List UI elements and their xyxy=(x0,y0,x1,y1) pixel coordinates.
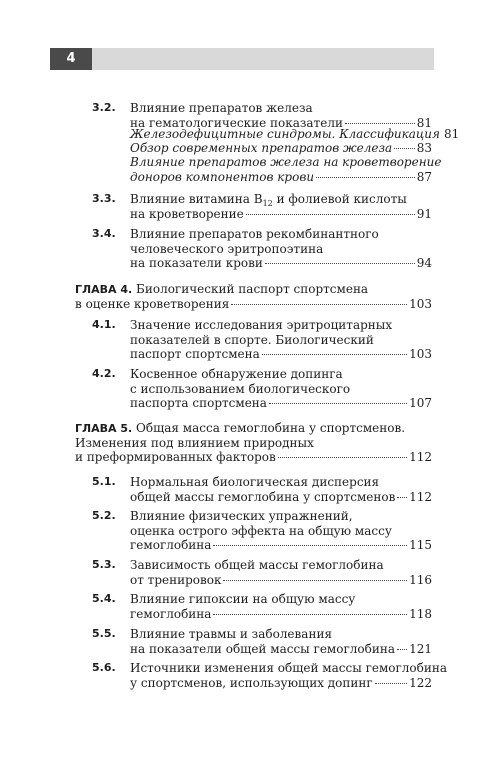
leader-dots xyxy=(394,147,415,149)
page-ref: 87 xyxy=(416,169,432,184)
entry-line: Косвенное обнаружение допинга xyxy=(130,367,343,381)
entry-line: оценка острого эффекта на общую массу xyxy=(130,523,392,538)
entry-number: 5.2. xyxy=(92,509,116,522)
toc-entry-last-line xyxy=(75,296,432,312)
page-ref: 81 xyxy=(443,127,460,141)
entry-title-text: Общая масса гемоглобина у спортсменов. xyxy=(136,421,406,435)
page-ref: 118 xyxy=(409,606,432,621)
entry-title-text: на кроветворение xyxy=(130,206,244,221)
toc-entry-last-line xyxy=(130,395,432,411)
toc-entry-last-line xyxy=(130,489,432,505)
entry-line: Влияние препаратов рекомбинантного xyxy=(130,227,379,241)
page-ref: 121 xyxy=(409,641,432,656)
toc-entry-last-line xyxy=(130,537,432,553)
leader-dots xyxy=(269,402,407,404)
page-ref: 107 xyxy=(409,396,432,410)
entry-title-text: от тренировок xyxy=(130,572,222,587)
entry-number: 4.1. xyxy=(92,318,116,331)
toc-entry-last-line xyxy=(130,255,432,271)
page-ref: 103 xyxy=(409,296,432,311)
toc-entry-last-line xyxy=(130,206,432,222)
chapter-label: ГЛАВА 4. xyxy=(75,283,133,296)
entry-line: Изменения под влиянием природных xyxy=(75,435,314,450)
entry-line: с использованием биологического xyxy=(130,381,351,396)
entry-title-text: паспорт спортсмена xyxy=(130,347,260,361)
leader-dots xyxy=(345,122,415,124)
subscript: 12 xyxy=(262,199,273,208)
leader-dots xyxy=(231,303,407,305)
page-ref: 81 xyxy=(416,115,432,130)
page-ref: 112 xyxy=(409,489,432,504)
toc-entry-last-line xyxy=(130,606,432,622)
leader-dots xyxy=(316,176,415,178)
entry-number: 5.4. xyxy=(92,592,116,605)
entry-title-text: в оценке кроветворения xyxy=(75,296,230,311)
entry-line: Влияние физических упражнений, xyxy=(130,509,353,523)
page-ref: 83 xyxy=(416,141,432,155)
leader-dots xyxy=(278,456,407,458)
entry-line: Значение исследования эритроцитарных xyxy=(130,318,393,332)
leader-dots xyxy=(375,682,407,684)
entry-line: Влияние гипоксии на общую массу xyxy=(130,592,356,606)
entry-line: Влияние травмы и заболевания xyxy=(130,627,333,641)
page-ref: 115 xyxy=(409,538,432,552)
leader-dots xyxy=(397,496,407,498)
entry-line: Нормальная биологическая дисперсия xyxy=(130,475,380,489)
page-ref: 91 xyxy=(416,206,432,221)
leader-dots xyxy=(246,213,415,215)
entry-number: 5.6. xyxy=(92,661,116,674)
page-ref: 116 xyxy=(409,572,432,587)
chapter-label: ГЛАВА 5. xyxy=(75,422,133,435)
entry-line: показателей в спорте. Биологический xyxy=(130,332,374,347)
entry-title-text: на показатели крови xyxy=(130,256,263,270)
entry-line: Влияние препаратов железа на кроветворение xyxy=(130,155,442,169)
entry-title-text: Биологический паспорт спортсмена xyxy=(136,282,369,296)
entry-number: 3.2. xyxy=(92,101,116,114)
entry-line: человеческого эритропоэтина xyxy=(130,241,324,256)
page-number: 4 xyxy=(50,48,92,70)
leader-dots xyxy=(213,613,407,615)
entry-title-text: Железодефицитные синдромы. Классификация xyxy=(130,127,440,141)
toc-entry-last-line xyxy=(130,169,432,185)
page-ref: 103 xyxy=(409,347,432,361)
entry-line: Влияние препаратов железа xyxy=(130,101,313,115)
entry-title-text: гемоглобина xyxy=(130,538,212,552)
entry-line: Источники изменения общей массы гемоглобина xyxy=(130,661,448,675)
entry-title-text: на показатели общей массы гемоглобина xyxy=(130,641,395,656)
entry-line: Влияние витамина $B_{12}$ и фолиевой кислоты xyxy=(130,192,407,208)
page-ref: 122 xyxy=(409,675,432,690)
toc-entry-last-line xyxy=(130,572,432,588)
leader-dots xyxy=(223,579,407,581)
entry-title-text: у спортсменов, использующих допинг xyxy=(130,675,373,690)
entry-title-text: Обзор современных препаратов железа xyxy=(130,141,393,155)
leader-dots xyxy=(397,648,407,650)
toc-entry-last-line xyxy=(130,641,432,657)
entry-number: 5.3. xyxy=(92,558,116,571)
entry-title-text: и преформированных факторов xyxy=(75,450,276,464)
entry-number: 5.1. xyxy=(92,475,116,488)
entry-title-text: гемоглобина xyxy=(130,606,212,621)
toc-entry-last-line xyxy=(130,675,432,691)
entry-title-text: доноров компонентов крови xyxy=(130,169,315,184)
entry-line: Зависимость общей массы гемоглобина xyxy=(130,558,384,572)
entry-number: 3.4. xyxy=(92,227,116,240)
leader-dots xyxy=(265,262,415,264)
entry-number: 4.2. xyxy=(92,367,116,380)
entry-number: 3.3. xyxy=(92,192,116,205)
page-header-bar xyxy=(50,48,434,70)
entry-title-text: паспорта спортсмена xyxy=(130,396,267,410)
toc-entry-last-line xyxy=(130,346,432,362)
leader-dots xyxy=(262,353,407,355)
entry-number: 5.5. xyxy=(92,627,116,640)
leader-dots xyxy=(213,544,407,546)
toc-entry-last-line xyxy=(75,449,432,465)
entry-title-text: на гематологические показатели xyxy=(130,115,343,130)
page-ref: 94 xyxy=(416,256,432,270)
page-ref: 112 xyxy=(409,450,432,464)
entry-title-text: общей массы гемоглобина у спортсменов xyxy=(130,489,396,504)
